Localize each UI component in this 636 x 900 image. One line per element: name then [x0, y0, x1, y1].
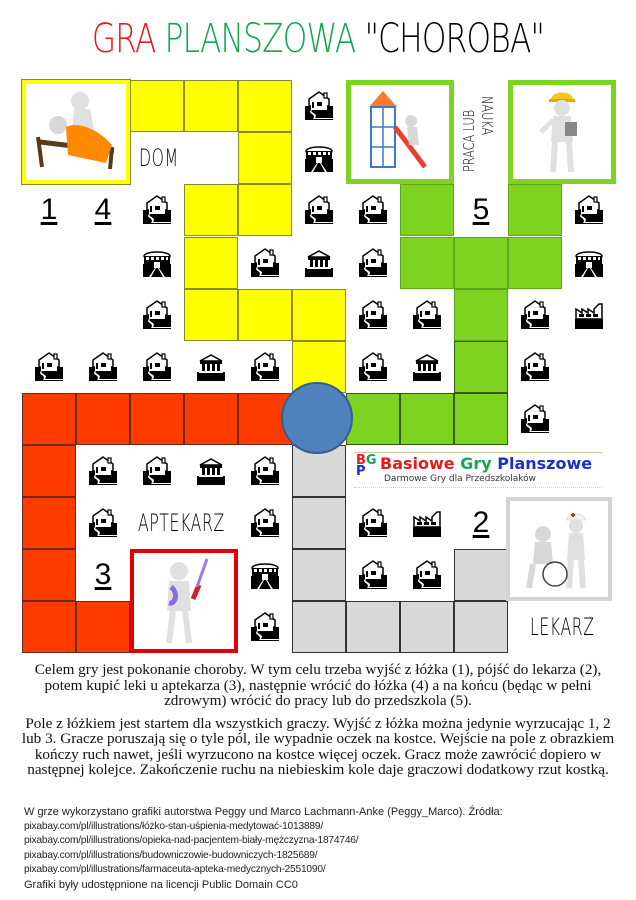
board-field-yellow[interactable]: [130, 80, 184, 132]
board-field-gray[interactable]: [454, 549, 508, 601]
house-icon[interactable]: [130, 184, 184, 236]
title-word-choroba: "CHOROBA": [364, 16, 545, 62]
house-icon[interactable]: [346, 289, 400, 341]
game-rules: [18, 662, 618, 785]
house-icon[interactable]: [238, 601, 292, 653]
board-field-green[interactable]: [508, 184, 562, 236]
board-field-red[interactable]: [76, 393, 130, 445]
board-field-yellow[interactable]: [292, 289, 346, 341]
board-field-red[interactable]: [22, 497, 76, 549]
house-icon[interactable]: [130, 289, 184, 341]
board-field-green[interactable]: [400, 393, 454, 445]
house-icon[interactable]: [76, 445, 130, 497]
board-field-gray[interactable]: [400, 601, 454, 653]
credit-source-link[interactable]: pixabay.com/pl/illustrations/budowniczowie-budowniczych-1825689/: [24, 849, 318, 861]
house-icon[interactable]: [130, 341, 184, 393]
credits-intro: W grze wykorzystano grafiki autorstwa Peggy und Marco Lachmann-Anke (Peggy_Marco). Źródła:: [24, 806, 503, 818]
board-field-red[interactable]: [184, 393, 238, 445]
step-number-2: 2: [472, 506, 490, 539]
home-label: DOM: [139, 144, 179, 172]
house-icon[interactable]: [292, 80, 346, 132]
board-field-red[interactable]: [22, 393, 76, 445]
board-field-yellow[interactable]: [238, 80, 292, 132]
house-icon[interactable]: [400, 289, 454, 341]
title-word-planszowa: PLANSZOWA: [164, 16, 356, 62]
nauka-label: NAUKA: [478, 96, 496, 136]
logo-mark-icon: BG P: [356, 453, 377, 479]
house-icon[interactable]: [238, 341, 292, 393]
work-picture-field[interactable]: [508, 80, 616, 184]
board-field-green[interactable]: [454, 237, 508, 289]
pharmacist-icon: [139, 555, 229, 647]
pharmacy-picture-field[interactable]: [130, 549, 238, 653]
house-icon[interactable]: [562, 184, 616, 236]
house-icon[interactable]: [22, 341, 76, 393]
board-field-gray[interactable]: [292, 601, 346, 653]
board-field-yellow[interactable]: [238, 289, 292, 341]
factory-icon[interactable]: [400, 497, 454, 549]
bank-icon[interactable]: [184, 341, 238, 393]
credits-license: Grafiki były udostępnione na licencji Public Domain CC0: [24, 878, 298, 891]
board-field-yellow[interactable]: [184, 237, 238, 289]
stadium-icon[interactable]: [238, 549, 292, 601]
stadium-icon[interactable]: [562, 237, 616, 289]
bank-icon[interactable]: [292, 237, 346, 289]
game-board: [22, 80, 616, 653]
board-field-red[interactable]: [76, 601, 130, 653]
credit-source-link[interactable]: pixabay.com/pl/illustrations/łóżko-stan-uśpienia-medytować-1013889/: [24, 820, 323, 832]
construction-worker-icon: [517, 86, 607, 178]
board-field-gray[interactable]: [292, 549, 346, 601]
logo-title: Basiowe Gry Planszowe: [380, 454, 593, 473]
house-icon[interactable]: [238, 237, 292, 289]
doctor-picture-field[interactable]: [506, 497, 612, 601]
board-field-green[interactable]: [454, 393, 508, 445]
house-icon[interactable]: [130, 445, 184, 497]
pharmacist-label: APTEKARZ: [138, 509, 225, 537]
house-icon[interactable]: [508, 393, 562, 445]
praca-lub-label: PRACA LUB: [460, 109, 478, 172]
step-number-5: 5: [472, 193, 490, 226]
house-icon[interactable]: [508, 341, 562, 393]
house-icon[interactable]: [238, 497, 292, 549]
board-field-yellow[interactable]: [184, 289, 238, 341]
board-field-yellow[interactable]: [184, 184, 238, 236]
publisher-logo: [354, 452, 602, 488]
house-icon[interactable]: [76, 497, 130, 549]
house-icon[interactable]: [76, 341, 130, 393]
step-number-3: 3: [94, 558, 112, 591]
doctor-wheelchair-icon: [515, 504, 603, 594]
board-field-green[interactable]: [454, 289, 508, 341]
bed-picture-field[interactable]: [22, 80, 130, 184]
doctor-label: LEKARZ: [530, 613, 595, 641]
house-icon[interactable]: [292, 184, 346, 236]
stadium-icon[interactable]: [130, 237, 184, 289]
board-field-gray[interactable]: [454, 601, 508, 653]
bank-icon[interactable]: [184, 445, 238, 497]
house-icon[interactable]: [508, 289, 562, 341]
step-number-1: 1: [40, 193, 58, 226]
house-icon[interactable]: [346, 549, 400, 601]
board-field-green[interactable]: [454, 341, 508, 393]
house-icon[interactable]: [238, 445, 292, 497]
bonus-roll-circle[interactable]: [281, 382, 353, 454]
board-field-gray[interactable]: [292, 497, 346, 549]
board-field-yellow[interactable]: [184, 80, 238, 132]
house-icon[interactable]: [346, 184, 400, 236]
board-field-green[interactable]: [400, 184, 454, 236]
board-field-green[interactable]: [346, 393, 400, 445]
house-icon[interactable]: [346, 237, 400, 289]
board-field-red[interactable]: [22, 601, 76, 653]
board-field-yellow[interactable]: [238, 132, 292, 184]
board-field-red[interactable]: [130, 393, 184, 445]
board-field-gray[interactable]: [346, 601, 400, 653]
rules-goal-paragraph: Celem gry jest pokonanie choroby. W tym celu trzeba wyjść z łóżka (1), pójść do lekarza (2), potem kupić leki u aptekarza (3), następnie wrócić do łóżka (4) a na końcu (będąc w pełni zdrowym) wrócić do pracy lub do przedszkola (5).: [34, 661, 602, 709]
board-field-green[interactable]: [400, 237, 454, 289]
house-icon[interactable]: [346, 497, 400, 549]
title-word-gra: GRA: [91, 16, 156, 62]
board-field-green[interactable]: [508, 237, 562, 289]
house-icon[interactable]: [400, 549, 454, 601]
factory-icon[interactable]: [562, 289, 616, 341]
playground-picture-field[interactable]: [346, 80, 454, 184]
stadium-icon[interactable]: [292, 132, 346, 184]
credit-source-link[interactable]: pixabay.com/pl/illustrations/opieka-nad-pacjentem-biały-mężczyzna-1874746/: [24, 835, 359, 846]
playground-icon: [355, 87, 445, 177]
work-or-study-label: [454, 80, 508, 184]
board-field-red[interactable]: [22, 549, 76, 601]
board-field-yellow[interactable]: [238, 184, 292, 236]
credit-source-link[interactable]: pixabay.com/pl/illustrations/farmaceuta-apteka-medycznych-2551090/: [24, 864, 326, 875]
board-field-red[interactable]: [22, 445, 76, 497]
step-number-4: 4: [94, 193, 112, 226]
page-title: [70, 14, 566, 64]
image-credits: [24, 805, 624, 892]
logo-subtitle: Darmowe Gry dla Przedszkolaków: [384, 474, 536, 484]
bed-patient-icon: [28, 87, 124, 177]
house-icon[interactable]: [346, 341, 400, 393]
rules-movement-paragraph: Pole z łóżkiem jest startem dla wszystkich graczy. Wyjść z łóżka można jedynie wyrzucając 1, 2 lub 3. Gracze poruszają się o tyle pól, ile wypadnie oczek na kostce. Wejście na pole z obrazkiem kończy ruch nawet, jeśli wyrzucono na kostce więcej oczek. Gracz może zawrócić dopiero w następnej kolejce. Zakończenie ruchu na niebieskim kole daje graczowi dodatkowy rzut kostką.: [21, 714, 615, 778]
bank-icon[interactable]: [400, 341, 454, 393]
